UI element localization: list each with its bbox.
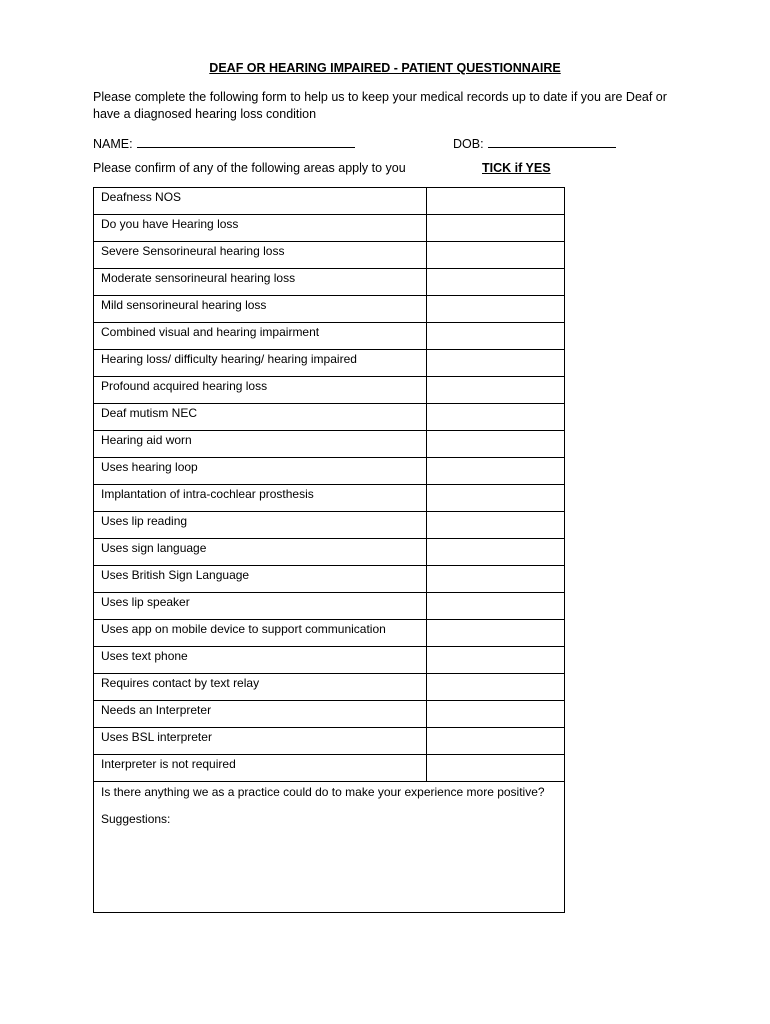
- tick-box[interactable]: [427, 539, 565, 566]
- dob-input-line[interactable]: [488, 134, 616, 148]
- item-label: Interpreter is not required: [94, 755, 427, 782]
- confirm-instruction: Please confirm of any of the following areas apply to you: [93, 161, 406, 175]
- tick-box[interactable]: [427, 755, 565, 782]
- tick-box[interactable]: [427, 242, 565, 269]
- tick-box[interactable]: [427, 728, 565, 755]
- dob-field[interactable]: [453, 134, 616, 151]
- item-label: Needs an Interpreter: [94, 701, 427, 728]
- table-row: [94, 242, 565, 269]
- tick-box[interactable]: [427, 647, 565, 674]
- dob-label: DOB:: [453, 137, 484, 151]
- table-row: [94, 431, 565, 458]
- tick-box[interactable]: [427, 458, 565, 485]
- table-row: [94, 350, 565, 377]
- item-label: Uses lip reading: [94, 512, 427, 539]
- tick-box[interactable]: [427, 377, 565, 404]
- name-input-line[interactable]: [137, 134, 355, 148]
- tick-box[interactable]: [427, 323, 565, 350]
- item-label: Moderate sensorineural hearing loss: [94, 269, 427, 296]
- item-label: Hearing loss/ difficulty hearing/ hearing impaired: [94, 350, 427, 377]
- item-label: Deafness NOS: [94, 188, 427, 215]
- tick-box[interactable]: [427, 674, 565, 701]
- name-field[interactable]: [93, 134, 355, 151]
- table-row: [94, 620, 565, 647]
- item-label: Uses app on mobile device to support communication: [94, 620, 427, 647]
- table-row: [94, 215, 565, 242]
- tick-box[interactable]: [427, 593, 565, 620]
- tick-box[interactable]: [427, 350, 565, 377]
- questionnaire-table: [93, 187, 565, 913]
- suggestions-row: [94, 782, 565, 913]
- table-row: [94, 512, 565, 539]
- table-row: [94, 296, 565, 323]
- tick-box[interactable]: [427, 512, 565, 539]
- table-row: [94, 593, 565, 620]
- item-label: Uses BSL interpreter: [94, 728, 427, 755]
- table-row: [94, 458, 565, 485]
- item-label: Deaf mutism NEC: [94, 404, 427, 431]
- tick-box[interactable]: [427, 566, 565, 593]
- suggestions-label: Suggestions:: [101, 812, 171, 826]
- tick-box[interactable]: [427, 701, 565, 728]
- item-label: Uses text phone: [94, 647, 427, 674]
- tick-box[interactable]: [427, 269, 565, 296]
- table-row: [94, 539, 565, 566]
- form-title: DEAF OR HEARING IMPAIRED - PATIENT QUESTIONNAIRE: [209, 61, 561, 75]
- table-row: [94, 566, 565, 593]
- table-row: [94, 485, 565, 512]
- table-row: [94, 647, 565, 674]
- tick-box[interactable]: [427, 215, 565, 242]
- item-label: Uses hearing loop: [94, 458, 427, 485]
- tick-box[interactable]: [427, 404, 565, 431]
- table-row: [94, 404, 565, 431]
- item-label: Requires contact by text relay: [94, 674, 427, 701]
- tick-box[interactable]: [427, 485, 565, 512]
- item-label: Mild sensorineural hearing loss: [94, 296, 427, 323]
- suggestions-box[interactable]: [94, 782, 565, 913]
- table-row: [94, 674, 565, 701]
- item-label: Severe Sensorineural hearing loss: [94, 242, 427, 269]
- item-label: Uses sign language: [94, 539, 427, 566]
- tick-box[interactable]: [427, 431, 565, 458]
- tick-box[interactable]: [427, 296, 565, 323]
- item-label: Uses lip speaker: [94, 593, 427, 620]
- final-question: Is there anything we as a practice could do to make your experience more positive?: [101, 785, 545, 799]
- name-label: NAME:: [93, 137, 133, 151]
- table-row: [94, 701, 565, 728]
- table-row: [94, 728, 565, 755]
- table-row: [94, 755, 565, 782]
- table-row: [94, 377, 565, 404]
- item-label: Uses British Sign Language: [94, 566, 427, 593]
- table-row: [94, 323, 565, 350]
- item-label: Profound acquired hearing loss: [94, 377, 427, 404]
- item-label: Do you have Hearing loss: [94, 215, 427, 242]
- item-label: Combined visual and hearing impairment: [94, 323, 427, 350]
- table-row: [94, 269, 565, 296]
- item-label: Hearing aid worn: [94, 431, 427, 458]
- table-row: [94, 188, 565, 215]
- tick-box[interactable]: [427, 188, 565, 215]
- intro-text: Please complete the following form to help us to keep your medical records up to date if you are Deaf or have a diagnosed hearing loss condition: [93, 90, 667, 121]
- item-label: Implantation of intra-cochlear prosthesis: [94, 485, 427, 512]
- tick-box[interactable]: [427, 620, 565, 647]
- tick-if-yes-header: TICK if YES: [482, 161, 551, 175]
